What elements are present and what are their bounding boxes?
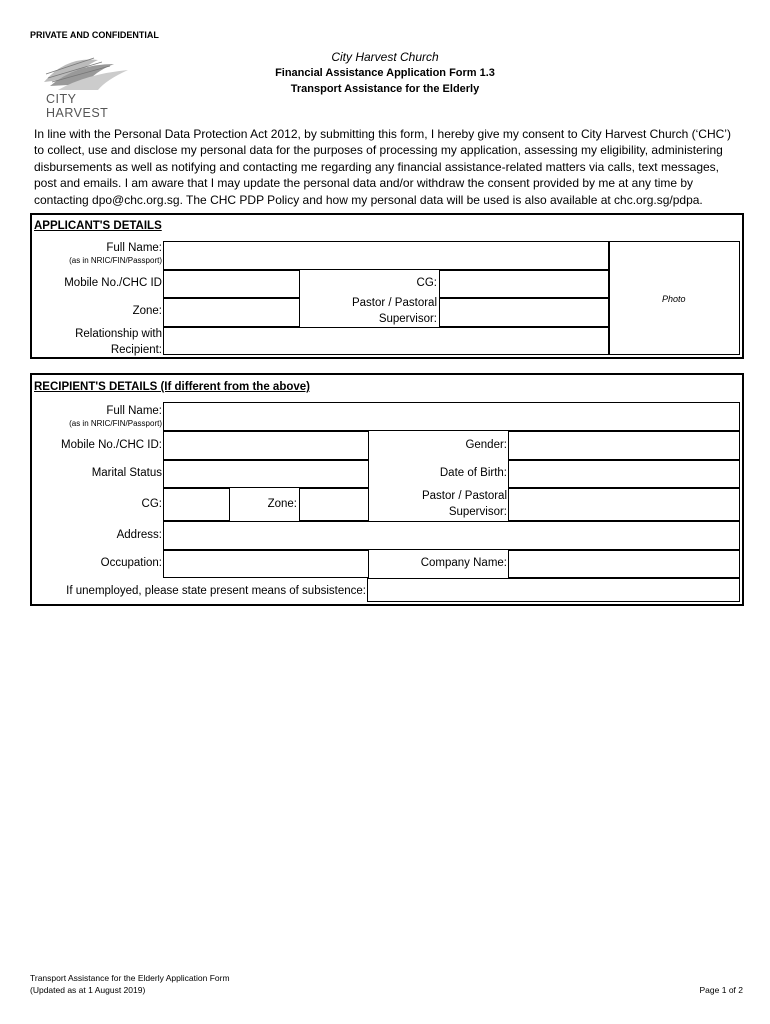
recipient-cg-label: CG: [141, 498, 162, 510]
recipient-cg-field[interactable] [163, 488, 230, 521]
recipient-mobile-label: Mobile No./CHC ID: [61, 439, 162, 451]
photo-label: Photo [662, 294, 686, 304]
recipient-address-field[interactable] [163, 521, 740, 550]
city-harvest-logo [36, 52, 136, 120]
recipient-zone-field[interactable] [299, 488, 369, 521]
recipient-gender-label: Gender: [465, 439, 507, 451]
applicant-full-name-field[interactable] [163, 241, 609, 270]
recipient-section-title: RECIPIENT'S DETAILS (If different from the above) [34, 381, 310, 393]
applicant-relationship-label: Relationship with Recipient: [75, 328, 162, 356]
applicant-cg-label: CG: [416, 277, 437, 289]
applicant-section-title: APPLICANT'S DETAILS [34, 220, 162, 232]
applicant-section [30, 213, 744, 359]
footer-line-1: Transport Assistance for the Elderly Application Form [30, 973, 230, 983]
form-title: Financial Assistance Application Form 1.3 [275, 67, 495, 79]
applicant-zone-label: Zone: [132, 305, 162, 317]
applicant-pastor-field[interactable] [439, 298, 609, 327]
recipient-mobile-field[interactable] [163, 431, 369, 460]
recipient-occupation-field[interactable] [163, 550, 369, 578]
recipient-pastor-field[interactable] [508, 488, 740, 521]
recipient-address-label: Address: [116, 529, 162, 541]
applicant-full-name-note: (as in NRIC/FIN/Passport) [69, 256, 162, 265]
recipient-full-name-note: (as in NRIC/FIN/Passport) [69, 419, 162, 428]
org-name: City Harvest Church [331, 50, 439, 64]
recipient-pastor-label: Pastor / Pastoral Supervisor: [421, 490, 507, 518]
footer-line-2: (Updated as at 1 August 2019) [30, 985, 146, 995]
logo-text: CITY HARVEST [46, 92, 109, 120]
confidential-label: PRIVATE AND CONFIDENTIAL [30, 30, 159, 40]
recipient-dob-field[interactable] [508, 460, 740, 488]
recipient-subsistence-field[interactable] [367, 578, 740, 602]
recipient-gender-field[interactable] [508, 431, 740, 460]
applicant-cg-field[interactable] [439, 270, 609, 298]
applicant-relationship-field[interactable] [163, 327, 609, 355]
recipient-full-name-field[interactable] [163, 402, 740, 431]
recipient-marital-field[interactable] [163, 460, 369, 488]
form-subtitle: Transport Assistance for the Elderly [290, 83, 480, 95]
recipient-section [30, 373, 744, 606]
footer-page-number: Page 1 of 2 [699, 985, 743, 995]
recipient-full-name-label: Full Name: (as in NRIC/FIN/Passport) [32, 403, 162, 429]
recipient-zone-label: Zone: [267, 498, 297, 510]
recipient-marital-label: Marital Status [91, 467, 162, 479]
recipient-subsistence-label: If unemployed, please state present means of subsistence: [66, 585, 366, 597]
applicant-pastor-label: Pastor / Pastoral Supervisor: [351, 297, 437, 325]
logo-graphic-icon [36, 52, 136, 94]
recipient-occupation-label: Occupation: [100, 557, 162, 569]
recipient-company-label: Company Name: [420, 557, 507, 569]
applicant-mobile-label: Mobile No./CHC ID [64, 277, 162, 289]
applicant-full-name-label: Full Name: (as in NRIC/FIN/Passport) [32, 240, 162, 266]
footer-form-name [30, 972, 230, 996]
consent-paragraph: In line with the Personal Data Protection Act 2012, by submitting this form, I hereby give my consent to City Harvest Church (‘CHC’) to collect, use and disclose my personal data for the purposes of processing my application, assessing my eligibility, administering disbursements as well as notifying and contacting me regarding any financial assistance-related matters via calls, text messages, post and emails. I am aware that I may update the personal data and/or withdraw the consent provided by me at any time by contacting dpo@chc.org.sg. The CHC PDP Policy and how my personal data will be used is also available at chc.org.sg/pdpa. [34, 127, 731, 207]
recipient-dob-label: Date of Birth: [439, 467, 507, 479]
photo-box[interactable] [609, 241, 740, 355]
applicant-zone-field[interactable] [163, 298, 300, 327]
applicant-mobile-field[interactable] [163, 270, 300, 298]
recipient-company-field[interactable] [508, 550, 740, 578]
